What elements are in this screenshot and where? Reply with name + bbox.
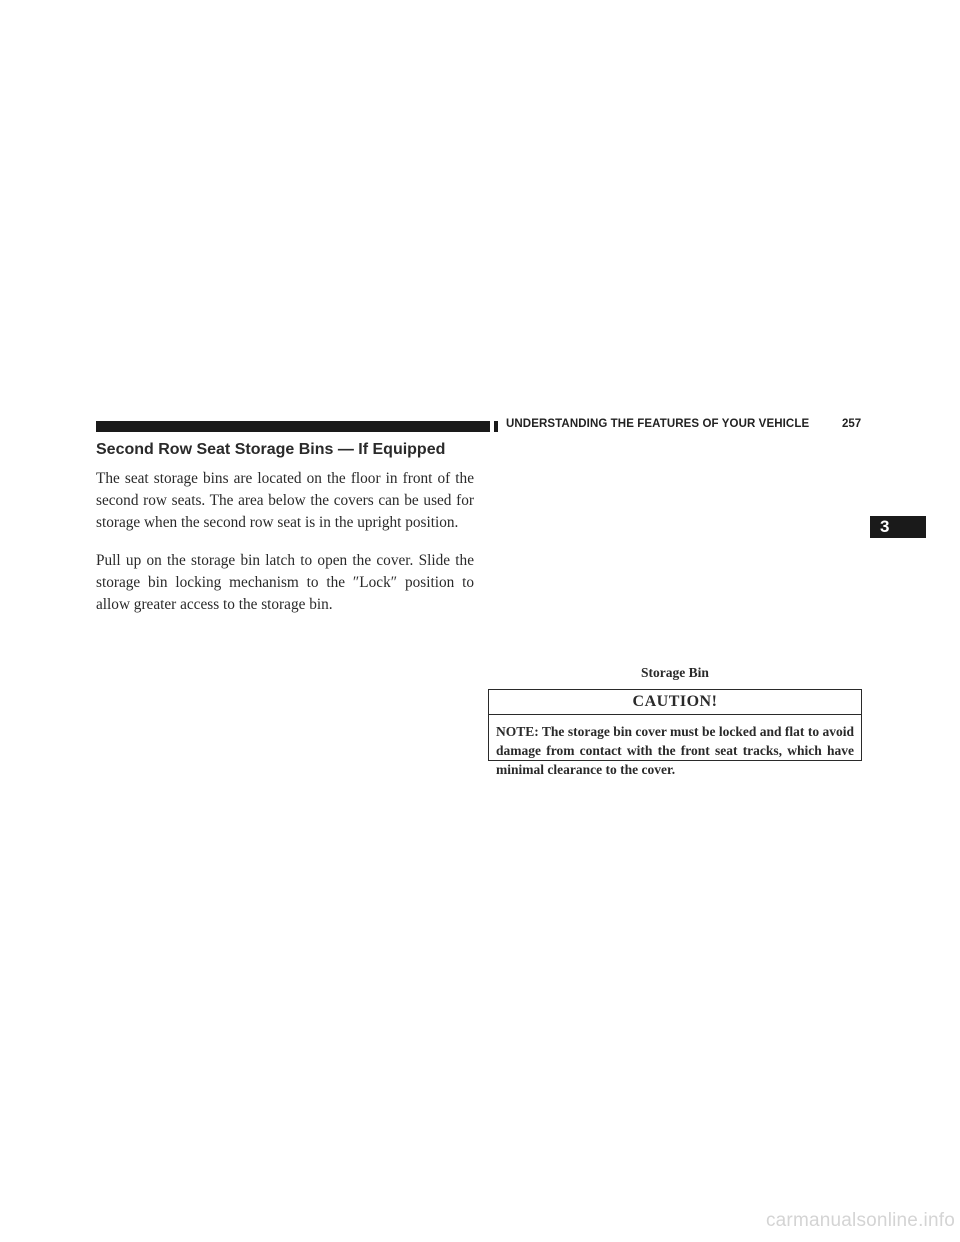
caution-title: CAUTION! [489, 690, 861, 715]
body-paragraph: Pull up on the storage bin latch to open the cover. Slide the storage bin locking mechanism to the ″Lock″ position to allow greater access to the storage bin. [96, 552, 474, 613]
figure-caption: Storage Bin [641, 665, 709, 680]
section-heading: Second Row Seat Storage Bins — If Equipped [96, 441, 446, 458]
header-rule [96, 421, 490, 432]
caution-text: NOTE: The storage bin cover must be locked and flat to avoid damage from contact with the front seat tracks, which have minimal clearance to the cover. [496, 724, 854, 777]
caution-box [488, 689, 862, 777]
body-paragraph: The seat storage bins are located on the floor in front of the second row seats. The area below the covers can be used for storage when the second row seat is in the upright position. [96, 470, 474, 531]
chapter-tab: 3 [870, 516, 926, 538]
header-rule-marker [494, 421, 498, 432]
watermark: carmanualsonline.info [765, 1210, 955, 1231]
running-head: UNDERSTANDING THE FEATURES OF YOUR VEHICLE [506, 418, 810, 430]
page-number: 257 [842, 418, 862, 430]
